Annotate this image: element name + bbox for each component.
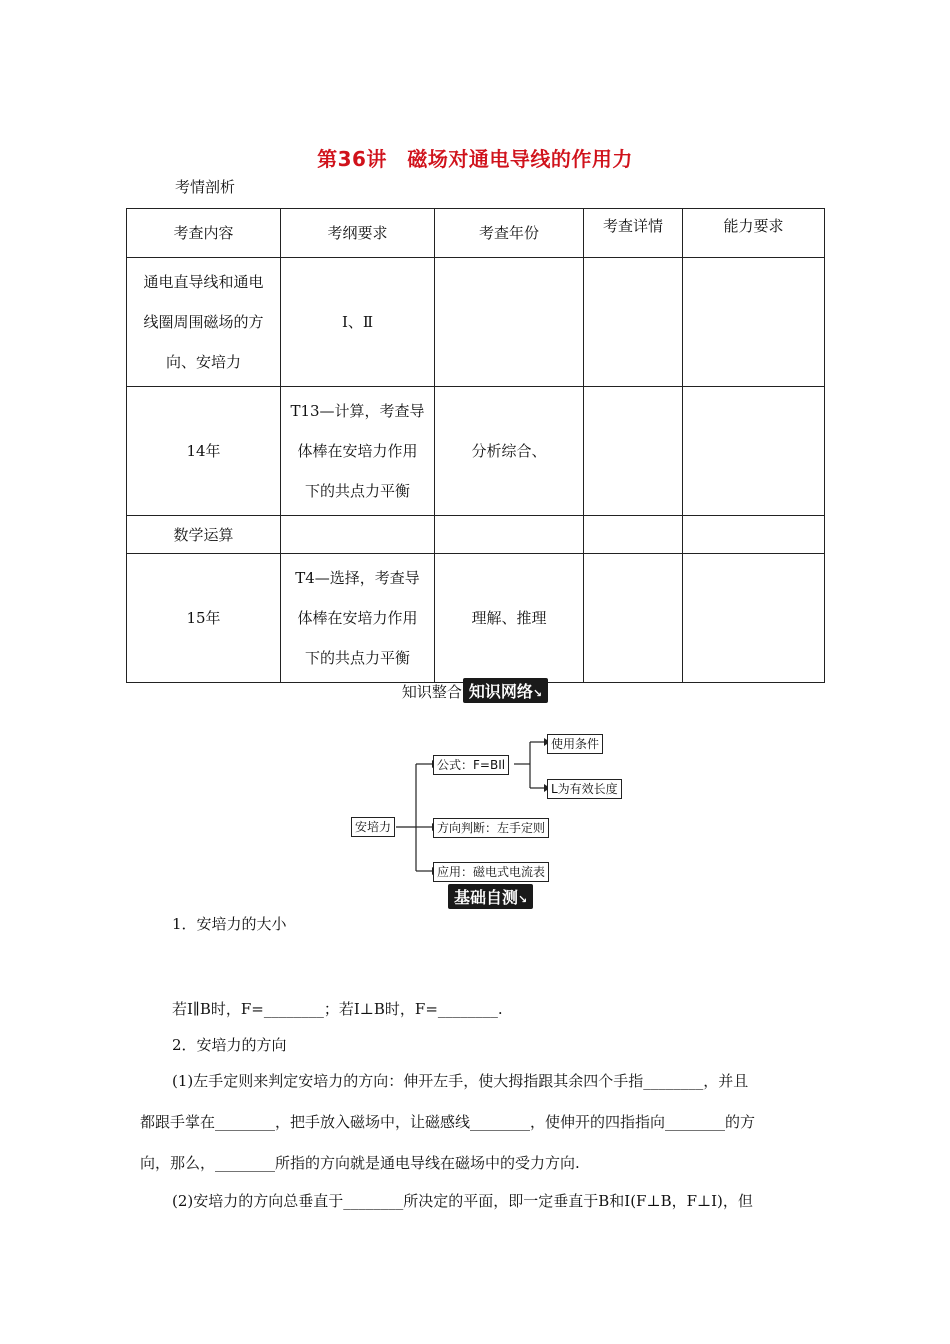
header-cell: 考查详情 bbox=[584, 209, 683, 258]
section-subheading: 考情剖析 bbox=[175, 178, 236, 196]
table-cell: T4—选择，考查导 体棒在安培力作用 下的共点力平衡 bbox=[281, 554, 435, 683]
question-1-text: 若I∥B时，F=________；若I⊥B时，F=________. bbox=[172, 1000, 503, 1018]
table-cell bbox=[683, 516, 825, 554]
table-cell bbox=[281, 516, 435, 554]
arrow-icon: ↘ bbox=[532, 687, 543, 700]
question-1-title: 1．安培力的大小 bbox=[172, 915, 287, 933]
arrow-icon: ↘ bbox=[518, 893, 528, 906]
header-cell: 考纲要求 bbox=[281, 209, 435, 258]
table-cell bbox=[683, 554, 825, 683]
formula-node: 公式：F=BIl bbox=[433, 755, 509, 775]
header-cell: 能力要求 bbox=[683, 209, 825, 258]
direction-rule-node: 方向判断：左手定则 bbox=[433, 818, 549, 838]
header-cell: 考查年份 bbox=[435, 209, 584, 258]
table-row bbox=[127, 554, 825, 683]
table-cell bbox=[683, 258, 825, 387]
table-row bbox=[127, 387, 825, 516]
table-cell bbox=[435, 258, 584, 387]
exam-analysis-table bbox=[126, 208, 825, 683]
knowledge-network-banner: 知识网络↘ bbox=[463, 678, 548, 703]
table-cell: 分析综合、 bbox=[435, 387, 584, 516]
paragraph-1-line-1: (1)左手定则来判定安培力的方向：伸开左手，使大拇指跟其余四个手指________，并且 bbox=[172, 1072, 749, 1090]
paragraph-2-line-1: (2)安培力的方向总垂直于________所决定的平面，即一定垂直于B和I(F⊥B，F⊥I)，但 bbox=[172, 1192, 753, 1210]
table-header-row bbox=[127, 209, 825, 258]
paragraph-1-line-2: 都跟手掌在________，把手放入磁场中，让磁感线________，使伸开的四指指向________的方 bbox=[140, 1113, 756, 1131]
page-title: 第36讲 磁场对通电导线的作用力 bbox=[317, 147, 633, 171]
table-cell: 数学运算 bbox=[127, 516, 281, 554]
table-cell: 14年 bbox=[127, 387, 281, 516]
root-node-ampere-force: 安培力 bbox=[351, 817, 395, 837]
table-cell: 理解、推理 bbox=[435, 554, 584, 683]
knowledge-section-heading bbox=[0, 678, 950, 703]
table-cell: 通电直导线和通电 线圈周围磁场的方 向、安培力 bbox=[127, 258, 281, 387]
application-node: 应用：磁电式电流表 bbox=[433, 862, 549, 882]
self-test-banner: 基础自测↘ bbox=[447, 884, 533, 909]
condition-node: 使用条件 bbox=[547, 734, 603, 754]
knowledge-network-diagram bbox=[340, 728, 640, 878]
section-label: 知识整合 bbox=[401, 683, 462, 701]
table-cell bbox=[683, 387, 825, 516]
paragraph-1-line-3: 向，那么，________所指的方向就是通电导线在磁场中的受力方向. bbox=[140, 1154, 580, 1172]
table-cell bbox=[584, 387, 683, 516]
table-cell: Ⅰ、Ⅱ bbox=[281, 258, 435, 387]
table-cell bbox=[584, 554, 683, 683]
table-cell: 15年 bbox=[127, 554, 281, 683]
table-row bbox=[127, 258, 825, 387]
table-cell bbox=[584, 258, 683, 387]
table-cell bbox=[584, 516, 683, 554]
effective-length-node: L为有效长度 bbox=[547, 779, 622, 799]
header-cell: 考查内容 bbox=[127, 209, 281, 258]
table-row bbox=[127, 516, 825, 554]
table-cell: T13—计算，考查导 体棒在安培力作用 下的共点力平衡 bbox=[281, 387, 435, 516]
question-2-title: 2．安培力的方向 bbox=[172, 1036, 287, 1054]
table-cell bbox=[435, 516, 584, 554]
